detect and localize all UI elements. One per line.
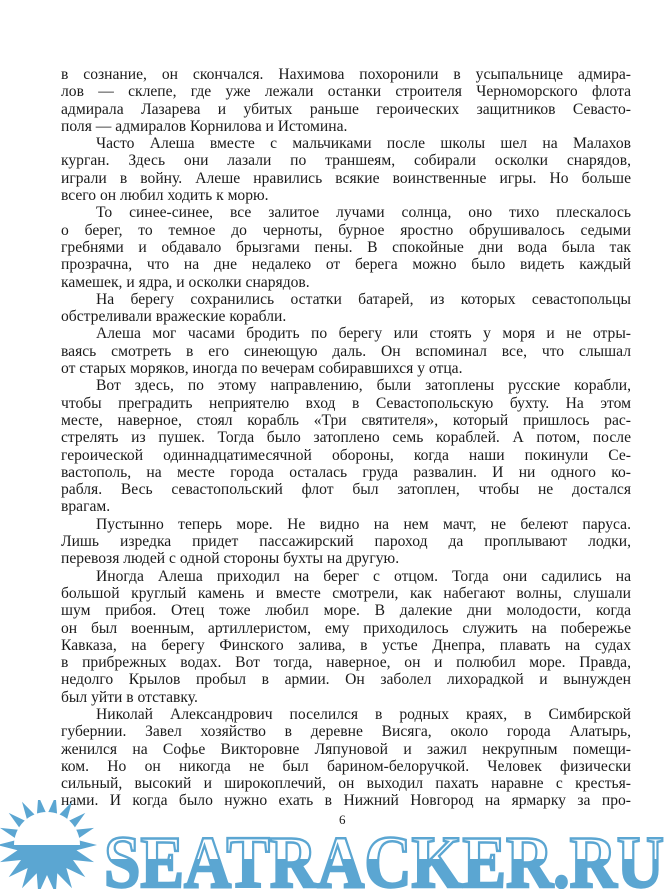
- text-line: перевозя людей с одной стороны бухты на другую.: [61, 550, 400, 568]
- text-line: Кавказа, на берегу Финского залива, в устье Днепра, плавать на судах: [61, 636, 631, 654]
- text-line: Пустынно теперь море. Не видно на нем мачт, не белеют паруса.: [96, 515, 631, 533]
- text-line: вастополь, на месте города осталась груда развалин. И ни одного ко-: [61, 463, 631, 481]
- text-line: Лишь изредка придет пассажирский пароход да проплывают лодки,: [61, 533, 631, 551]
- page-number: 6: [339, 812, 346, 827]
- paragraph: [61, 291, 631, 326]
- text-line: от старых моряков, иногда по вечерам собиравшихся у отца.: [61, 360, 463, 378]
- text-line: он был военным, артиллеристом, ему приходилось служить на побережье: [61, 619, 631, 637]
- paragraph: [61, 516, 631, 568]
- text-line: камешек, и ядра, и осколки снарядов.: [61, 273, 310, 291]
- text-line: обстреливали вражеские корабли.: [61, 308, 287, 326]
- text-line: Часто Алеша вместе с мальчиками после школы шел на Малахов: [96, 135, 631, 153]
- text-line: всего он любил ходить к морю.: [61, 187, 269, 205]
- text-line: На берегу сохранились остатки батарей, из которых севастопольцы: [96, 290, 631, 308]
- text-line: лов — склепе, где уже лежали останки строителя Черноморского флота: [61, 83, 631, 101]
- text-line: большой круглый камень и вместе смотрели, как набегают волны, слушали: [61, 584, 631, 602]
- text-line: играли в войну. Алеше нравились всякие воинственные игры. Но больше: [61, 169, 631, 187]
- page-text: [61, 66, 631, 810]
- text-line: Иногда Алеша приходил на берег с отцом. Тогда они садились на: [96, 567, 631, 585]
- text-line: Вот здесь, по этому направлению, были затоплены русские корабли,: [96, 377, 631, 395]
- text-line: курган. Здесь они лазали по траншеям, собирали осколки снарядов,: [61, 152, 631, 170]
- text-line: месте, наверное, стоял корабль «Три святителя», который пришлось рас-: [61, 411, 631, 429]
- text-line: поля — адмиралов Корнилова и Истомина.: [61, 117, 348, 135]
- text-line: стрелять из пушек. Тогда было затоплено семь кораблей. А потом, после: [61, 429, 631, 447]
- text-line: недолго Крылов пробыл в армии. Он заболел лихорадкой и вынужден: [61, 671, 631, 689]
- text-line: прозрачна, что на дне недалеко от берега можно было видеть каждый: [61, 256, 631, 274]
- watermark-text: SEATRACKER.RU: [104, 822, 664, 889]
- watermark-logo: [0, 800, 672, 889]
- paragraph: [61, 706, 631, 810]
- text-line: Николай Александрович поселился в родных краях, в Симбирской: [96, 705, 631, 723]
- text-line: шум прибоя. Отец тоже любил море. В далекие дни молодости, когда: [61, 602, 631, 620]
- text-line: сильный, высокий и широкоплечий, он выходил пахать наравне с крестья-: [61, 775, 631, 793]
- sun-icon: [0, 800, 97, 889]
- text-line: рабля. Весь севастопольский флот был затоплен, чтобы не достался: [61, 481, 631, 499]
- text-line: героической одиннадцатимесячной обороны, когда наши покинули Се-: [61, 446, 631, 464]
- text-line: о берег, то темное до черноты, бурное яростно обрушивалось седыми: [61, 221, 631, 239]
- paragraph: [61, 568, 631, 706]
- text-line: чтобы преградить неприятелю вход в Севастопольскую бухту. На этом: [61, 394, 631, 412]
- paragraph: [61, 204, 631, 290]
- text-line: в сознание, он скончался. Нахимова похоронили в усыпальнице адмира-: [61, 66, 631, 83]
- text-line: губернии. Завел хозяйство в деревне Висяга, около города Алатырь,: [61, 723, 631, 741]
- text-line: был уйти в отставку.: [61, 688, 198, 706]
- text-line: в прибрежных водах. Вот тогда, наверное, он и полюбил море. Правда,: [61, 654, 631, 672]
- paragraph: [61, 377, 631, 515]
- text-line: ваясь смотреть в его синеющую даль. Он вспоминал все, что слышал: [61, 342, 631, 360]
- text-line: гребнями и обдавало брызгами пены. В спокойные дни вода была так: [61, 238, 631, 256]
- text-line: женился на Софье Викторовне Ляпуновой и зажил некрупным помещи-: [61, 740, 631, 758]
- paragraph: [61, 135, 631, 204]
- text-line: ком. Но он никогда не был барином-белоручкой. Человек физически: [61, 757, 631, 775]
- text-line: нами. И когда было нужно ехать в Нижний Новгород на ярмарку за про-: [61, 792, 631, 810]
- text-line: адмирала Лазарева и убитых раньше героических защитников Севасто-: [61, 100, 631, 118]
- paragraph: [61, 66, 631, 135]
- paragraph: [61, 325, 631, 377]
- text-line: врагам.: [61, 498, 111, 516]
- text-line: То синее-синее, все залитое лучами солнца, оно тихо плескалось: [96, 204, 631, 222]
- text-line: Алеша мог часами бродить по берегу или стоять у моря и не отры-: [96, 325, 631, 343]
